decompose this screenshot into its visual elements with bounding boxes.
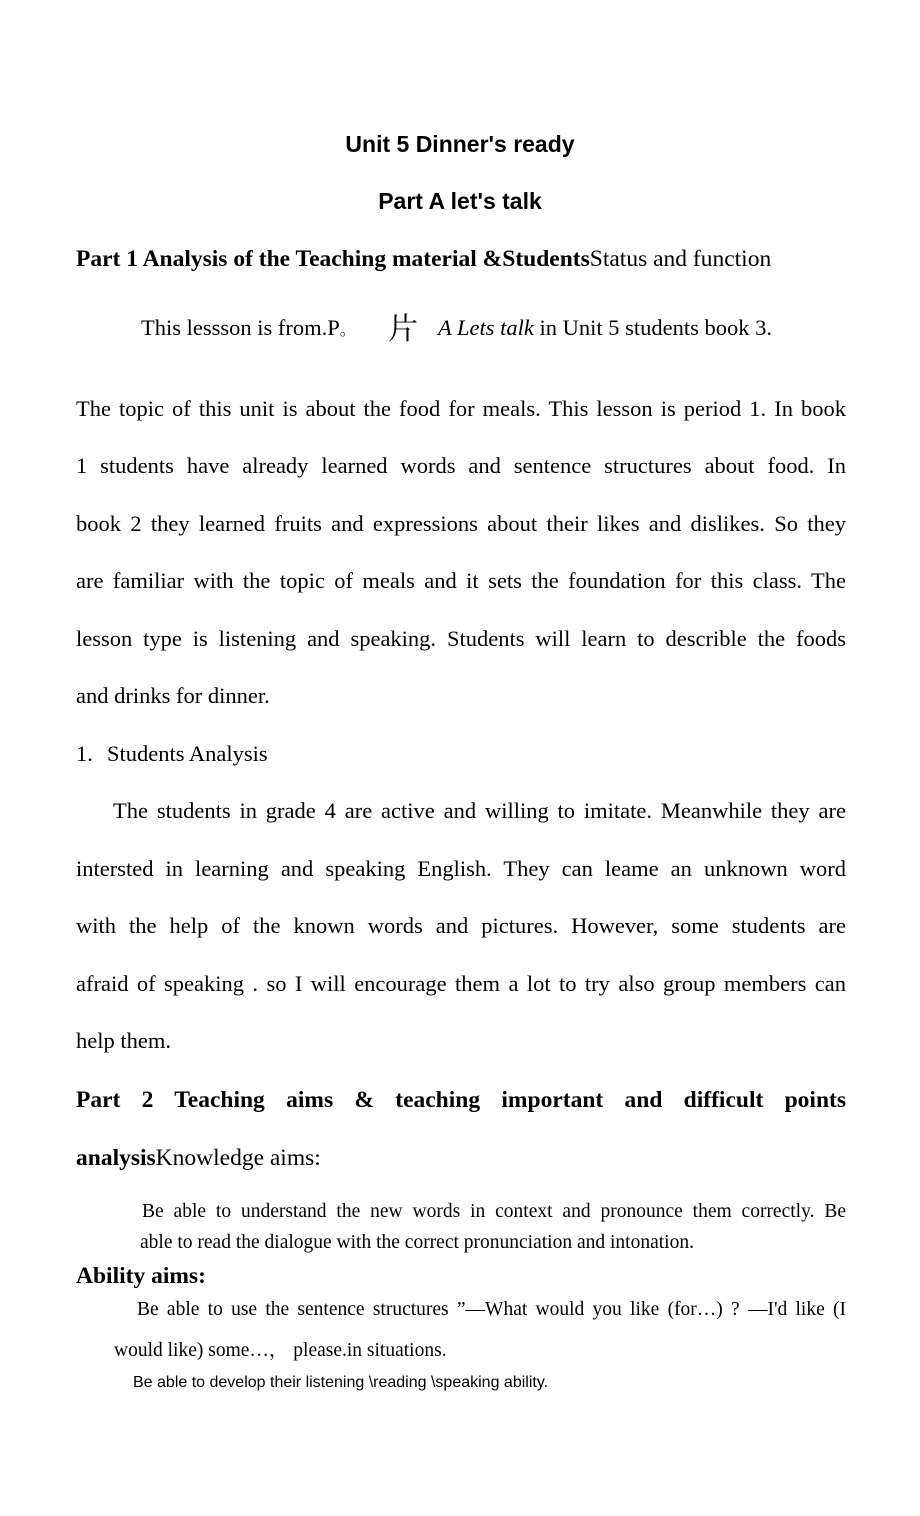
paragraph-line: 1 students have already learned words and sentence structures about food. In <box>76 453 846 478</box>
source-line <box>141 315 356 341</box>
ability-line: would like) some…， please.in situations. <box>114 1340 447 1361</box>
paragraph-line: are familiar with the topic of meals and it sets the foundation for this class. The <box>76 568 846 593</box>
paragraph-line: lesson type is listening and speaking. Students will learn to describle the foods <box>76 626 846 651</box>
students-line: The students in grade 4 are active and willing to imitate. Meanwhile they are <box>113 798 846 823</box>
knowledge-line: Be able to understand the new words in context and pronounce them correctly. Be <box>142 1201 846 1222</box>
source-glyph: 片 <box>388 312 418 347</box>
knowledge-line: able to read the dialogue with the correct pronunciation and intonation. <box>140 1232 694 1253</box>
students-line: intersted in learning and speaking English. They can leame an unknown word <box>76 856 846 881</box>
knowledge-aims-label: Knowledge aims: <box>155 1145 321 1171</box>
part1-heading <box>76 246 771 273</box>
paragraph-line: The topic of this unit is about the food for meals. This lesson is period 1. In book <box>76 396 846 421</box>
source-italic: A Lets talk <box>438 315 534 340</box>
part2-heading-cont <box>76 1145 321 1172</box>
ability-aims-heading: Ability aims: <box>76 1263 206 1289</box>
students-line: help them. <box>76 1028 171 1053</box>
page-subtitle: Part A let's talk <box>378 188 542 214</box>
source-suffix: in Unit 5 students book 3. <box>539 315 772 340</box>
source-prefix: This lessson is from.P <box>141 315 340 340</box>
ability-extra-line: Be able to develop their listening \reading \speaking ability. <box>133 1374 549 1391</box>
source-rest <box>438 315 772 341</box>
students-line: afraid of speaking . so I will encourage them a lot to try also group members can <box>76 971 846 996</box>
source-circle: 。 <box>339 322 356 339</box>
students-line: with the help of the known words and pictures. However, some students are <box>76 913 846 938</box>
part1-heading-tail: Status and function <box>589 246 772 272</box>
paragraph-line: book 2 they learned fruits and expressions about their likes and dislikes. So they <box>76 511 846 536</box>
ability-line: Be able to use the sentence structures ”—What would you like (for…) ? —I'd like (I <box>137 1299 846 1320</box>
part2-heading-bold: analysis <box>76 1145 156 1171</box>
part2-heading: Part 2 Teaching aims & teaching important and difficult points <box>76 1087 846 1113</box>
part1-heading-bold: Part 1 Analysis of the Teaching material &Students <box>76 246 590 272</box>
students-analysis-number: 1. <box>76 741 93 766</box>
students-analysis-heading: Students Analysis <box>107 741 268 766</box>
paragraph-line: and drinks for dinner. <box>76 683 270 708</box>
page-title: Unit 5 Dinner's ready <box>345 131 575 157</box>
